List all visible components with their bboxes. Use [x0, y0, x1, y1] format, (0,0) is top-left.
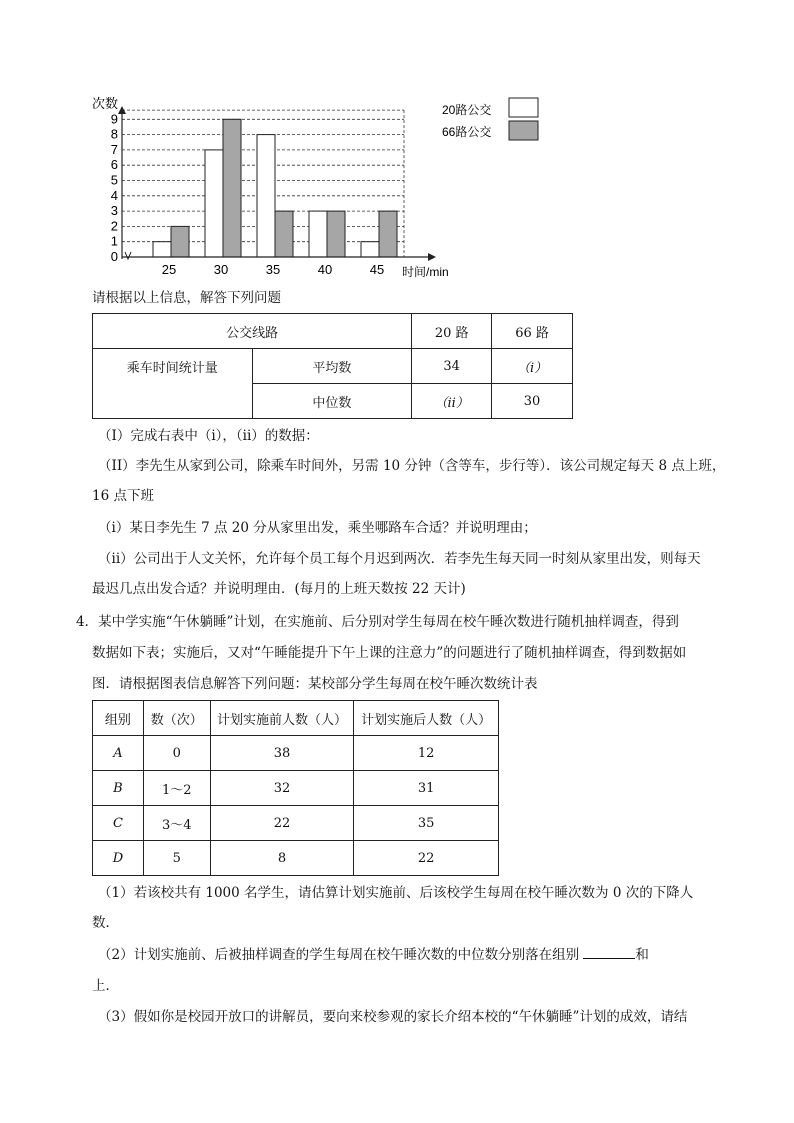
bus-stats-table — [92, 313, 573, 419]
median-66: 30 — [492, 384, 573, 419]
bar-66-30 — [223, 119, 241, 257]
problem-4-line1: 4．某中学实施“午休躺睡”计划，在实施前、后分别对学生每周在校午睡次数进行随机抽样调查，得到 — [76, 614, 679, 630]
y-tick-label: 6 — [110, 157, 118, 173]
y-tick-label: 4 — [110, 187, 118, 203]
legend-label-20: 20路公交 — [442, 103, 492, 117]
y-tick-label: 5 — [110, 172, 118, 188]
x-axis-arrow — [428, 253, 436, 261]
y-tick-label: 3 — [110, 203, 118, 219]
bar-20-30 — [205, 150, 223, 257]
question-2-ii-line1: （ii）公司出于人文关怀，允许每个员工每个月迟到两次．若李先生每天同一时刻从家里出发，则每天 — [98, 551, 701, 567]
question-2-i: （i）某日李先生 7 点 20 分从家里出发，乘坐哪路车合适？并说明理由； — [98, 520, 537, 536]
table-row — [93, 771, 499, 806]
problem-4-line3: 图．请根据图表信息解答下列问题：某校部分学生每周在校午睡次数统计表 — [92, 676, 538, 692]
intro-text: 请根据以上信息，解答下列问题 — [92, 290, 281, 306]
bar-20-45 — [361, 242, 379, 257]
sub-question-2-line2: 上． — [92, 978, 119, 994]
question-2-ii-line2: 最迟几点出发合适？并说明理由．(每月的上班天数按 22 天计) — [92, 581, 466, 597]
mean-20: 34 — [412, 349, 492, 384]
problem-4-line2: 数据如下表；实施后，又对“午睡能提升下午上课的注意力”的问题进行了随机抽样调查，得到数据如 — [92, 645, 687, 661]
y-tick-label: 2 — [110, 218, 118, 234]
y-tick-label: 8 — [110, 126, 118, 142]
bar-20-40 — [309, 211, 327, 257]
bar-66-45 — [379, 211, 397, 257]
bar-66-25 — [171, 226, 189, 257]
bar-66-40 — [327, 211, 345, 257]
question-2-line2: 16 点下班 — [92, 488, 154, 504]
header-count: 数（次） — [143, 701, 210, 736]
sub-question-2-line1 — [98, 944, 649, 965]
legend-swatch-66 — [509, 121, 538, 140]
count-cell: 1～2 — [143, 771, 210, 806]
x-tick-label: 25 — [161, 262, 177, 277]
sub-question-1-line2: 数． — [92, 915, 119, 931]
nap-stats-table — [92, 700, 499, 876]
before-cell: 22 — [210, 806, 354, 841]
legend-swatch-20 — [509, 98, 538, 117]
header-66: 66 路 — [492, 314, 573, 349]
before-cell: 32 — [210, 771, 354, 806]
after-cell: 35 — [354, 806, 499, 841]
y-tick-label: 0 — [110, 249, 118, 264]
before-cell: 38 — [210, 736, 354, 771]
x-tick-label: 40 — [317, 262, 333, 277]
group-cell: A — [93, 736, 144, 771]
count-cell: 0 — [143, 736, 210, 771]
header-20: 20 路 — [412, 314, 492, 349]
header-before: 计划实施前人数（人） — [210, 701, 354, 736]
x-tick-label: 30 — [213, 262, 229, 277]
before-cell: 8 — [210, 841, 354, 876]
y-tick-label: 7 — [110, 141, 118, 157]
median-20: （ii） — [412, 384, 492, 419]
mean-66: （i） — [492, 349, 573, 384]
bar-20-35 — [257, 135, 275, 257]
sub-question-3: （3）假如你是校园开放口的讲解员，要向来校参观的家长介绍本校的“午休躺睡”计划的成效，请结 — [98, 1009, 688, 1025]
table-row — [93, 806, 499, 841]
after-cell: 22 — [354, 841, 499, 876]
x-tick-label: 45 — [369, 262, 385, 277]
median-label: 中位数 — [252, 384, 412, 419]
sub-question-2-text: （2）计划实施前、后被抽样调查的学生每周在校午睡次数的中位数分别落在组别 — [98, 947, 580, 963]
mean-label: 平均数 — [252, 349, 412, 384]
sub-question-1-line1: （1）若该校共有 1000 名学生，请估算计划实施前、后该校学生每周在校午睡次数为 0 次的下降人 — [98, 885, 694, 901]
row-label: 乘车时间统计量 — [93, 349, 253, 419]
count-cell: 3～4 — [143, 806, 210, 841]
answer-blank[interactable] — [583, 944, 635, 959]
table-row — [93, 841, 499, 876]
after-cell: 31 — [354, 771, 499, 806]
question-2-line1: （II）李先生从家到公司，除乘车时间外，另需 10 分钟（含等车，步行等）．该公司规定每天 8 点上班， — [98, 458, 726, 474]
y-axis-label: 次数 — [92, 96, 119, 111]
group-cell: C — [93, 806, 144, 841]
count-cell: 5 — [143, 841, 210, 876]
axis-break-mark — [125, 252, 131, 259]
x-tick-label: 35 — [265, 262, 281, 277]
question-1: （I）完成右表中（i），（ii）的数据： — [98, 428, 319, 444]
header-route: 公交线路 — [93, 314, 412, 349]
legend-label-66: 66路公交 — [442, 125, 492, 139]
x-axis-label: 时间/min — [402, 265, 449, 279]
header-after: 计划实施后人数（人） — [354, 701, 499, 736]
bar-chart — [92, 92, 552, 282]
after-cell: 12 — [354, 736, 499, 771]
y-tick-label: 1 — [110, 233, 118, 249]
group-cell: D — [93, 841, 144, 876]
chart-bars — [153, 119, 397, 257]
header-group: 组别 — [93, 701, 144, 736]
bar-20-25 — [153, 242, 171, 257]
group-cell: B — [93, 771, 144, 806]
chart-y-ticks — [111, 111, 118, 264]
table-row — [93, 736, 499, 771]
sub-question-2-and: 和 — [635, 947, 649, 963]
y-tick-label: 9 — [110, 111, 118, 127]
bar-66-35 — [275, 211, 293, 257]
chart-x-ticks — [162, 262, 384, 277]
